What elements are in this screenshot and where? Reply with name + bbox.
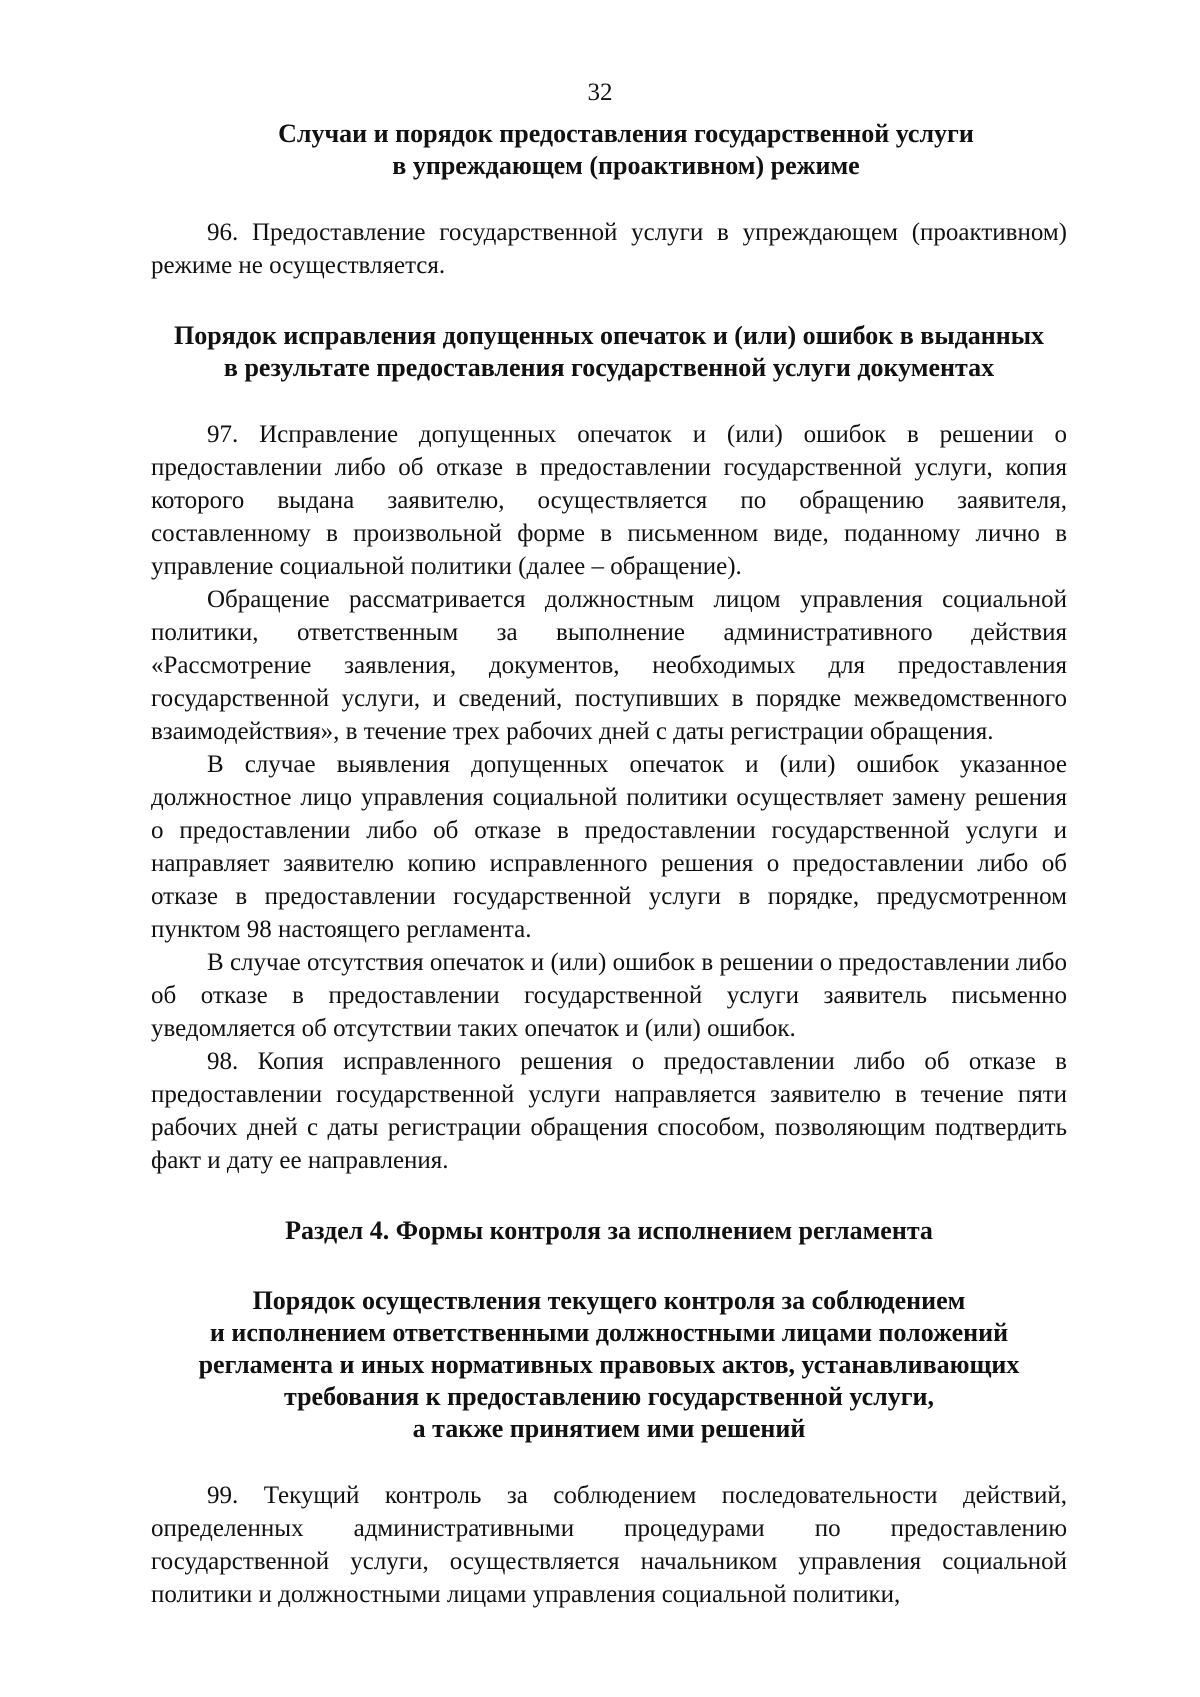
paragraph-99: 99. Текущий контроль за соблюдением последовательности действий, определенных административными процедурами по предоставлению государственной услуги, осуществляется начальником управления социальной политики и должностными лицами управления социальной политики, <box>151 1482 1067 1608</box>
heading-line: Порядок исправления допущенных опечаток и (или) ошибок в выданных <box>173 321 1045 350</box>
heading-proactive-mode <box>151 118 1067 182</box>
paragraph-96: 96. Предоставление государственной услуги в упреждающем (проактивном) режиме не осуществляется. <box>151 219 1067 279</box>
page-number: 32 <box>587 79 613 106</box>
heading-error-correction <box>151 320 1067 384</box>
heading-current-control <box>151 1285 1067 1445</box>
paragraph-97: 97. Исправление допущенных опечаток и (или) ошибок в решении о предоставлении либо об отказе в предоставлении государственной услуги, копия которого выдана заявителю, осуществляется по обращению заявителя, составленному в произвольной форме в письменном виде, поданному лично в управление социальной политики (далее – обращение). <box>151 421 1067 580</box>
paragraph-97-no-errors: В случае отсутствия опечаток и (или) ошибок в решении о предоставлении либо об отказе в предоставлении государственной услуги заявитель письменно уведомляется об отсутствии таких опечаток и (или) ошибок. <box>151 949 1067 1042</box>
paragraph-97-errors-found: В случае выявления допущенных опечаток и (или) ошибок указанное должностное лицо управления социальной политики осуществляет замену решения о предоставлении либо об отказе в предоставлении государственной услуги и направляет заявителю копию исправленного решения о предоставлении либо об отказе в предоставлении государственной услуги в порядке, предусмотренном пунктом 98 настоящего регламента. <box>151 751 1067 943</box>
heading-section-4: Раздел 4. Формы контроля за исполнением регламента <box>285 1216 933 1245</box>
document-content <box>151 118 1067 1611</box>
heading-line: и исполнением ответственными должностными лицами положений <box>209 1318 1009 1347</box>
heading-line: регламента и иных нормативных правовых актов, устанавливающих <box>198 1350 1020 1379</box>
paragraph-98: 98. Копия исправленного решения о предоставлении либо об отказе в предоставлении государственной услуги направляется заявителю в течение пяти рабочих дней с даты регистрации обращения способом, позволяющим подтвердить факт и дату ее направления. <box>151 1048 1067 1174</box>
heading-line: в результате предоставления государственной услуги документах <box>223 353 995 382</box>
heading-line: Случаи и порядок предоставления государственной услуги <box>278 119 974 148</box>
heading-line: требования к предоставлению государственной услуги, <box>284 1382 934 1411</box>
heading-line: а также принятием ими решений <box>412 1414 806 1443</box>
heading-line: Порядок осуществления текущего контроля за соблюдением <box>252 1286 966 1315</box>
heading-line: в упреждающем (проактивном) режиме <box>392 151 860 180</box>
paragraph-97-appeal-review: Обращение рассматривается должностным лицом управления социальной политики, ответственным за выполнение административного действия «Рассмотрение заявления, документов, необходимых для предоставления государственной услуги, и сведений, поступивших в порядке межведомственного взаимодействия», в течение трех рабочих дней с даты регистрации обращения. <box>151 586 1067 745</box>
